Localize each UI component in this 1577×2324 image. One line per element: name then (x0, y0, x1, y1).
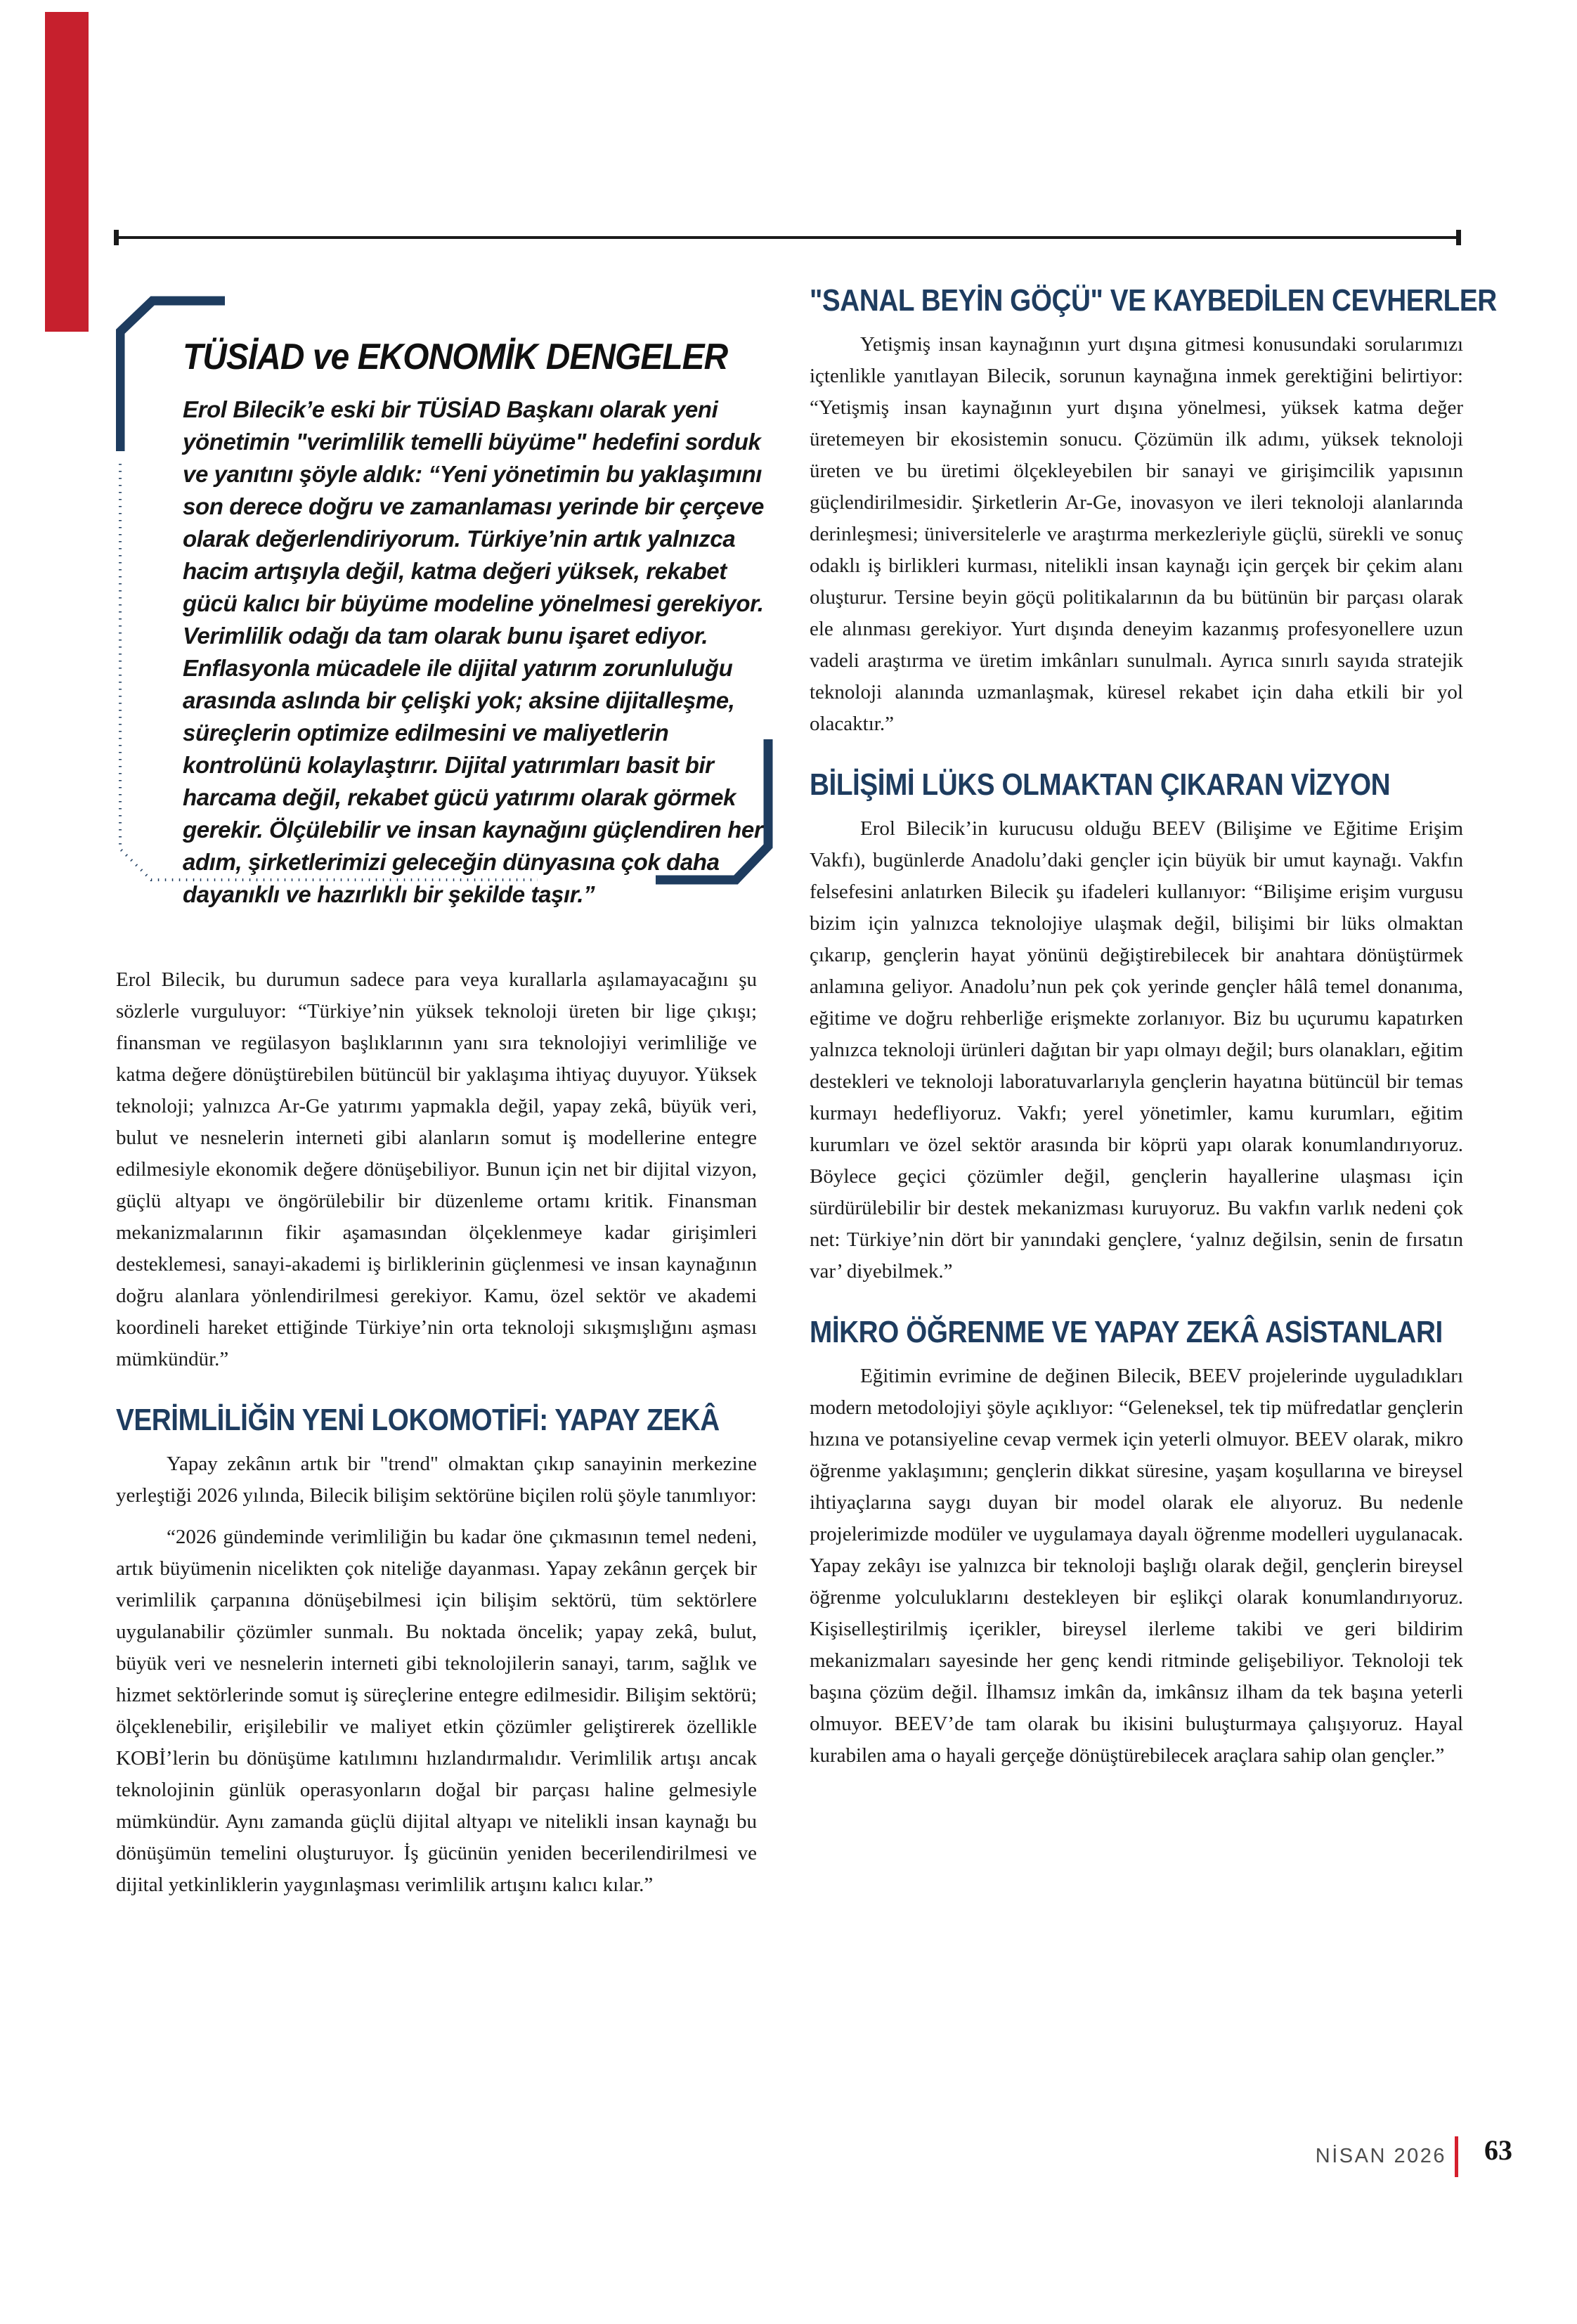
pull-quote-text: Erol Bilecik’e eski bir TÜSİAD Başkanı olarak yeni yönetimin "verimlilik temelli büyüme" hedefini sorduk ve yanıtını şöyle aldık: “Yeni yönetimin bu yaklaşımını son derece doğru ve zamanlaması yerinde bir çerçeve olarak değerlendiriyorum. Türkiye’nin artık yalnızca hacim artışıyla değil, katma değeri yüksek, rekabet gücü kalıcı bir büyüme modeline yönelmesi gerekiyor. Verimlilik odağı da tam olarak bunu işaret ediyor. Enflasyonla mücadele ile dijital yatırım zorunluluğu arasında aslında bir çelişki yok; aksine dijitalleşme, süreçlerin optimize edilmesini ve maliyetlerin kontrolünü kolaylaştırır. Dijital yatırımları basit bir harcama değil, rekabet gücü yatırımı olarak görmek gerekir. Ölçülebilir ve insan kaynağını güçlendiren her adım, şirketlerimizi geleceğin dünyasına çok daha dayanıklı ve hazırlıklı bir şekilde taşır.” (183, 396, 764, 907)
article-paragraph: Yetişmiş insan kaynağının yurt dışına gitmesi konusundaki sorularımızı içtenlikle yanıtlayan Bilecik, sorunun kaynağına inmek gerektiğini belirtiyor: “Yetişmiş insan kaynağının yurt dışına yönelmesi, yüksek katma değer üretemeyen bir ekosistemin sonucu. Çözümün ilk adımı, yüksek teknoloji üreten ve bu üretimi ölçekleyebilen bir sanayi ve girişimcilik yapısının güçlendirilmesidir. Şirketlerin Ar-Ge, inovasyon ve ileri teknoloji alanlarında derinleşmesi; üniversitelerle ve araştırma merkezleriyle güçlü, sürekli ve sonuç odaklı iş birlikleri kurması, nitelikli insan kaynağı için gerçek bir çekim alanı oluşturur. Tersine beyin göçü politikalarının da bu bütünün bir parçası olarak ele alınması gerekiyor. Yurt dışında deneyim kazanmış profesyonellere uzun vadeli araştırma ve üretim imkânları sunulmalı. Ayrıca sınırlı sayıda stratejik teknoloji alanında uzmanlaşmak, küresel rekabet için daha etkili bir yol olacaktır.” (810, 333, 1463, 735)
article-paragraph: Erol Bilecik’in kurucusu olduğu BEEV (Bilişime ve Eğitime Erişim Vakfı), bugünlerde Anadolu’daki gençler için büyük bir umut kaynağı. Vakfın felsefesini anlatırken Bilecik şu ifadeleri kullanıyor: “Bilişime erişim vurgusu bizim için yalnızca teknolojiye ulaşmak değil, bilişimi bir lüks olmaktan çıkarıp, gençlerin hayat yönünü değiştirebilecek bir anahtara dönüştürmek anlamına geliyor. Anadolu’nun pek çok yerinde gençler hâlâ temel donanıma, eğitime ve doğru rehberliğe erişmekte zorlanıyor. Biz bu uçurumu kapatırken yalnızca teknoloji ürünleri dağıtan bir yapı olmayı değil; burs olanakları, eğitim destekleri ve teknoloji laboratuvarlarıyla gençlerin hayatına bütüncül bir temas kurmayı hedefliyoruz. Vakfı; yerel yönetimler, kamu kurumları, eğitim kurumları ve özel sektör arasında bir köprü yapı olarak konumlandırıyoruz. Böylece geçici çözümler değil, gençlerin hayallerine ulaşması için sürdürülebilir bir destek mekanizması kuruyoruz. Bu vakfın varlık nedeni çok net: Türkiye’nin dört bir yanındaki gençlere, ‘yalnız değilsin, senin de fırsatın var’ diyebilmek.” (810, 817, 1463, 1283)
article-paragraph: Yapay zekânın artık bir "trend" olmaktan çıkıp sanayinin merkezine yerleştiği 2026 yılında, Bilecik bilişim sektörüne biçilen rolü şöyle tanımlıyor: (116, 1453, 757, 1507)
footer-issue-label: NİSAN 2026 (1315, 2145, 1446, 2167)
section-heading-mikro-ogrenme: MİKRO ÖĞRENME VE YAPAY ZEKÂ ASİSTANLARI (810, 1315, 1443, 1349)
article-paragraph: Erol Bilecik, bu durumun sadece para veya kurallarla aşılamayacağını şu sözlerle vurguluyor: “Türkiye’nin yüksek teknoloji üreten bir lige çıkışı; finansman ve regülasyon başlıklarının yanı sıra teknolojiyi verimliliğe ve katma değere dönüştürebilen bütüncül bir yaklaşıma ihtiyaç duyuyor. Yüksek teknoloji; yalnızca Ar-Ge yatırımı yapmakla değil, yapay zekâ, büyük veri, bulut ve nesnelerin interneti gibi alanların somut iş modellerine entegre edilmesiyle ekonomik değere dönüşebiliyor. Bunun için net bir dijital vizyon, güçlü altyapı ve öngörülebilir bir düzenleme ortamı kritik. Finansman mekanizmalarının fikir aşamasından ölçeklenmeye kadar girişimleri desteklemesi, sanayi-akademi iş birliklerinin güçlenmesi ve insan kaynağının doğru alanlara yönlendirilmesi gerekiyor. Kamu, özel sektör ve akademi koordineli hareket ettiğinde Türkiye’nin orta teknoloji sıkışmışlığını aşması mümkündür.” (116, 968, 757, 1370)
left-column (116, 964, 757, 1901)
section-heading-sanal-beyin-gocu: "SANAL BEYİN GÖÇÜ" VE KAYBEDİLEN CEVHERLER (810, 283, 1497, 318)
article-paragraph: Eğitimin evrimine de değinen Bilecik, BEEV projelerinde uyguladıkları modern metodolojiyi şöyle açıklıyor: “Geleneksel, tek tip müfredatlar gençlerin hızına ve potansiyeline cevap vermek için yeterli olmuyor. BEEV olarak, mikro öğrenme yaklaşımını; gençlerin dikkat süresine, yaşam koşullarına ve bireysel ihtiyaçlarına saygı duyan bir model olarak ele alıyoruz. Bu nedenle projelerimizde modüler ve uygulamaya dayalı öğrenme modelleri uygulanacak. Yapay zekâyı ise yalnızca bir teknoloji başlığı olarak değil, gençlerin bireysel öğrenme yolculuklarını destekleyen bir eşlikçi olarak konumlandırıyoruz. Kişiselleştirilmiş içerikler, bireysel ilerleme takibi ve geri bildirim mekanizmaları sayesinde her genç kendi ritminde gelişebiliyor. Teknoloji tek başına çözüm değil. İlhamsız imkân da, imkânsız ilham da tek başına yeterli olmuyor. BEEV’de tam olarak bu ikisini buluşturmaya çalışıyoruz. Hayal kurabilen ama o hayali gerçeğe dönüştürebilecek araçlara sahip olan gençler.” (810, 1365, 1463, 1767)
pull-quote-box (116, 295, 780, 907)
article-paragraph: “2026 gündeminde verimliliğin bu kadar öne çıkmasının temel nedeni, artık büyümenin nicelikten çok niteliğe dayanması. Yapay zekânın gerçek bir verimlilik çarpanına dönüşebilmesi için bilişim sektörü, tüm sektörlere uygulanabilir çözümler sunmalı. Bu noktada öncelik; yapay zekâ, bulut, büyük veri ve nesnelerin interneti gibi teknolojilerin sanayi, tarım, sağlık ve hizmet sektörlerinde somut iş süreçlerine entegre edilmesidir. Bilişim sektörü; ölçeklenebilir, erişilebilir ve maliyet etkin çözümler geliştirerek özellikle KOBİ’lerin bu dönüşüme katılımını hızlandırmalıdır. Verimlilik artışı ancak teknolojinin günlük operasyonların doğal bir parçası haline gelmesiyle mümkündür. Aynı zamanda güçlü dijital altyapı ve nitelikli insan kaynağı bu dönüşümün temelini oluşturuyor. İş gücünün yeniden becerilendirilmesi ve dijital yetkinliklerin yaygınlaşması verimlilik artışını kalıcı kılar.” (116, 1526, 757, 1896)
pull-quote-title: TÜSİAD ve EKONOMİK DENGELER (183, 337, 728, 377)
top-rule (115, 236, 1460, 239)
red-issue-tab (45, 12, 89, 332)
footer-page-number: 63 (1484, 2134, 1512, 2166)
footer-red-separator (1455, 2136, 1458, 2177)
section-heading-bilisim-vizyon: BİLİŞİMİ LÜKS OLMAKTAN ÇIKARAN VİZYON (810, 767, 1391, 802)
section-heading-verimlilik: VERİMLİLİĞİN YENİ LOKOMOTİFİ: YAPAY ZEKÂ (116, 1403, 720, 1437)
right-column (810, 283, 1497, 1772)
